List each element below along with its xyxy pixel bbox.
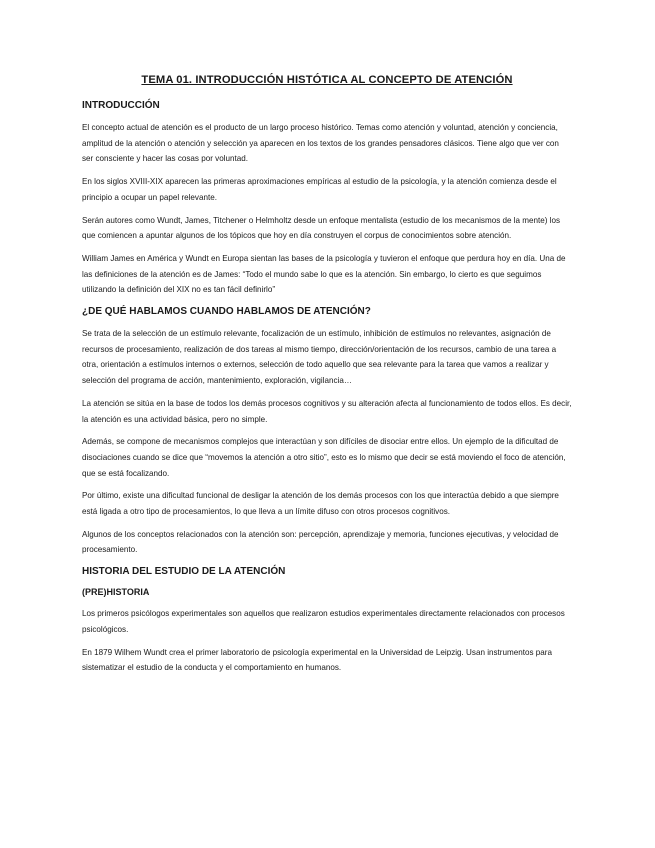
document-title: TEMA 01. INTRODUCCIÓN HISTÓTICA AL CONCEPTO DE ATENCIÓN xyxy=(141,74,513,86)
paragraph: Serán autores como Wundt, James, Titchener o Helmholtz desde un enfoque mentalista (estudio de los mecanismos de la mente) los que comiencen a apuntar algunos de los tópicos que hoy en día construyen el corpus de conocimientos sobre atención. xyxy=(82,215,561,241)
paragraph: Se trata de la selección de un estímulo relevante, focalización de un estímulo, inhibición de estímulos no relevantes, asignación de recursos de procesamiento, realización de dos tareas al mismo tiempo, dirección/orientación de los recursos, cambio de una tarea a otra, orientación a estímulos internos o externos, selección de todo aquello que sea relevante para la tarea que vamos a realizar y selección del programa de acción, mantenimiento, exploración, vigilancia… xyxy=(82,329,557,386)
paragraph: El concepto actual de atención es el producto de un largo proceso histórico. Temas como atención y voluntad, atención y conciencia, amplitud de la atención o atención y selección ya aparecen en los textos de los grandes pensadores clásicos. Tiene algo que ver con ser consciente y hacer las cosas por voluntad. xyxy=(82,123,559,164)
paragraph: Los primeros psicólogos experimentales son aquellos que realizaron estudios experimentales directamente relacionados con procesos psicológicos. xyxy=(82,609,565,634)
section-heading-de-que-hablamos: ¿DE QUÉ HABLAMOS CUANDO HABLAMOS DE ATENCIÓN? xyxy=(82,306,371,318)
paragraph: La atención se sitúa en la base de todos los demás procesos cognitivos y su alteración afecta al funcionamiento de todos ellos. Es decir, la atención es una actividad básica, pero no simple. xyxy=(82,398,572,424)
paragraph: Por último, existe una dificultad funcional de desligar la atención de los demás procesos con los que interactúa debido a que siempre está ligada a otro tipo de procesamientos, lo que lleva a un límite difuso con otros procesos cognitivos. xyxy=(82,491,559,517)
subsection-heading-prehistoria: (PRE)HISTORIA xyxy=(82,587,150,598)
paragraph: Además, se compone de mecanismos complejos que interactúan y son difíciles de disociar entre ellos. Un ejemplo de la dificultad de disociaciones cuando se dice que “movemos la atención a otro sitio”, esto es lo mismo que decir se está moviendo el foco de atención, que se está focalizando. xyxy=(82,437,566,478)
document-body xyxy=(82,72,572,683)
section-heading-introduccion: INTRODUCCIÓN xyxy=(82,100,160,111)
paragraph: En los siglos XVIII-XIX aparecen las primeras aproximaciones empíricas al estudio de la psicología, y la atención comienza desde el principio a ocupar un papel relevante. xyxy=(82,177,557,202)
paragraph: En 1879 Wilhem Wundt crea el primer laboratorio de psicología experimental en la Universidad de Leipzig. Usan instrumentos para sistematizar el estudio de la conducta y el comportamiento en humanos. xyxy=(82,647,552,673)
section-heading-historia: HISTORIA DEL ESTUDIO DE LA ATENCIÓN xyxy=(82,566,286,578)
paragraph: William James en América y Wundt en Europa sientan las bases de la psicología y tuvieron el enfoque que perdura hoy en día. Una de las definiciones de la atención es de James: “Todo el mundo sabe lo que es la atención. Sin embargo, lo cierto es que seguimos utilizando la definición del XIX no es tan fácil definirlo” xyxy=(82,253,566,295)
paragraph: Algunos de los conceptos relacionados con la atención son: percepción, aprendizaje y memoria, funciones ejecutivas, y velocidad de procesamiento. xyxy=(82,529,559,555)
